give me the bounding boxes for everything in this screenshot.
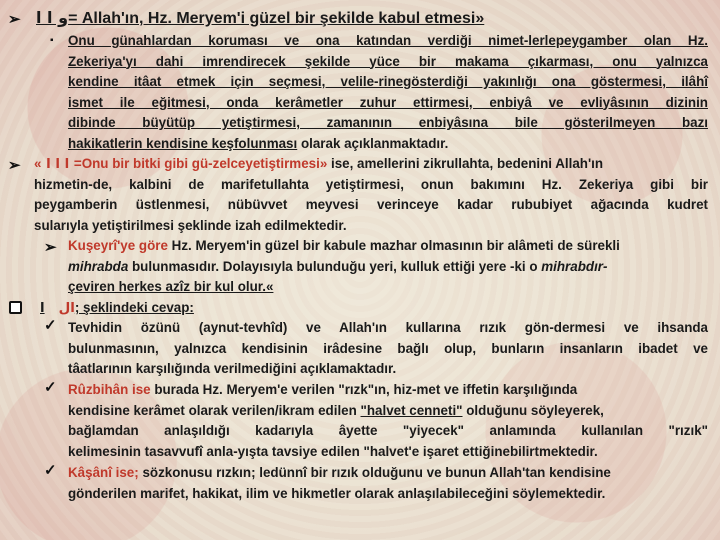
item3-rest: sözkonusu rızkın; ledünnî bir rızık olduğunu ve bunun Allah'tan kendisine (138, 465, 611, 480)
section1-line: Zekeriya'yı dahi imrendirecek şekilde yüce bir makama çıkarması, onu yalnızca (68, 53, 708, 69)
section2-quote: « (34, 156, 42, 171)
item2-line2-b: olduğunu söyleyerek, (462, 402, 604, 418)
item1-line: bulunmasının, yalnızca kendisinin irâdesine bağlı olup, bunların insanların ibadet ve (68, 340, 708, 356)
section1-last-line (68, 134, 448, 155)
section1-underlined: hakikatlerin kendisine keşfolunması (68, 135, 298, 151)
section3-rest1: Hz. Meryem'in güzel bir kabule mazhar olmasının bir alâmeti de sürekli (167, 238, 620, 253)
section2-line: sularıyla yetiştirilmesi şeklinde izah edilmektedir. (34, 217, 347, 233)
arrow-bullet-icon: ➢ (44, 239, 57, 256)
section3-line1 (68, 236, 620, 257)
section4-label: ; şeklindeki cevap: (74, 300, 194, 315)
section3-line2 (68, 257, 607, 278)
section3-rest2: bulunmasıdır. Dolayısıyla bulunduğu yeri, kulluk ettiği yere -ki o (128, 258, 542, 274)
section3-line3: çeviren herkes azîz bir kul olur.« (68, 279, 274, 294)
item2-line2 (68, 401, 604, 422)
section3-italic2: mihrabdır- (541, 258, 608, 274)
section1-line: Onu günahlardan koruması ve ona katından verdiği nimet-lerlepeygamber olan Hz. (68, 33, 708, 48)
checkmark-icon: ✓ (44, 317, 57, 334)
section4-heading (40, 298, 194, 320)
section2-line: hizmetin-de, kalbini de marifetullahta yetiştirmesi, onun bakımını Hz. Zekeriya gibi bir (34, 176, 708, 192)
checkbox-bullet-icon (9, 301, 22, 317)
item2-halvet-cenneti: "halvet cenneti" (360, 402, 463, 418)
item2-rest: burada Hz. Meryem'e verilen "rızk"ın, hiz-met ve iffetin karşılığında (150, 382, 578, 397)
section3-italic1: mihrabda (68, 258, 129, 274)
section3-red-lead: Kuşeyrî'ye göre (68, 238, 168, 253)
section1-line: ismet ile eğitmesi, onda kerâmetler zuhur ettirmesi, enbiyâ ve evliyâsının dizinin (68, 94, 708, 110)
item2-line4: kelimesinin tasavvufî anla-yışta tavsiye edilen "halvet'e işaret ettiğinebilirtmektedir. (68, 443, 598, 459)
heading-text: = Allah'ın, Hz. Meryem'i güzel bir şekilde kabul etmesi» (68, 10, 485, 27)
item2-line2-a: kendisine kerâmet olarak verilen/ikram edilen (68, 402, 361, 418)
section1-line: kendine itâat etmek için seçmesi, velile-rinegösterdiği yakınlığı ona göstermesi, ilâhî (68, 74, 708, 89)
section1-tail: olarak açıklanmaktadır. (297, 135, 449, 151)
item3-line2: gönderilen marifet, hakikat, ilim ve hikmetler olarak anlaşılabileceğini söylemektedir. (68, 485, 606, 501)
section2-lead-line (34, 154, 603, 176)
square-bullet-icon: ▪ (50, 35, 54, 46)
slide-heading (36, 8, 484, 30)
checkmark-icon: ✓ (44, 379, 57, 396)
section1-line: dibinde büyütüp yetiştirmesi, zamanının enbiyâsına bile gösterilmeyen bazı (68, 115, 708, 130)
heading-arabic: و ا ا (36, 8, 69, 27)
checkmark-icon: ✓ (44, 462, 57, 479)
arrow-bullet-icon: ➢ (8, 11, 21, 28)
section4-arabic-a: ال (58, 301, 75, 316)
item2-line1 (68, 380, 577, 401)
section2-line: peygamberin üstlenmesi, nübüvvet meyvesi verinceye kadar rububiyet ağacında kudret (34, 197, 708, 212)
item3-red-lead: Kâşânî ise; (68, 465, 139, 480)
item1-line: Tevhidin özünü (aynut-tevhîd) ve Allah'ın kullarına rızık gön-dermesi ve ihsanda (68, 320, 708, 335)
item1-line: tâatlarının karşılığında verilmediğini açıklamaktadır. (68, 361, 397, 376)
section2-arabic: ا ا ا (41, 157, 74, 172)
item2-red-lead: Rûzbihân ise (68, 382, 151, 397)
arrow-bullet-icon: ➢ (8, 157, 21, 174)
section4-arabic-b: ا (40, 301, 45, 316)
section2-lead: =Onu bir bitki gibi gü-zelceyetiştirmesi» (73, 156, 328, 171)
item3-line1 (68, 463, 611, 484)
section2-lead-rest: ise, amellerini zikrullahta, bedenini Allah'ın (327, 156, 604, 171)
item2-line3: bağlamdan anlaşıldığı kadarıyla âyette "yiyecek" anlamında kullanılan "rızık" (68, 423, 708, 438)
